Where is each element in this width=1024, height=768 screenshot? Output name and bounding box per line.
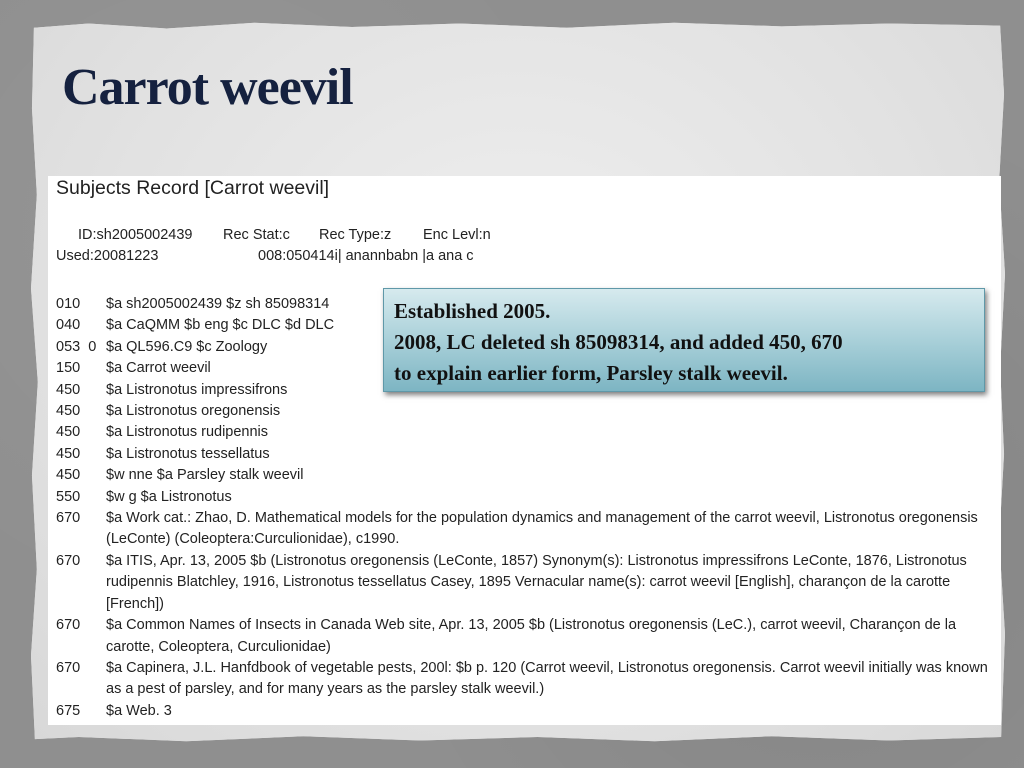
record-rec-stat: Rec Stat:c <box>223 227 290 243</box>
marc-field-row <box>56 487 989 508</box>
marc-field-tag: 670 <box>56 510 81 527</box>
marc-field-value: $w g $a Listronotus <box>106 488 232 505</box>
marc-field-tag: 450 <box>56 445 81 462</box>
callout-line-2: 2008, LC deleted sh 85098314, and added 450, 670 <box>394 330 843 354</box>
marc-field-value: $a Common Names of Insects in Canada Web site, Apr. 13, 2005 $b (Listronotus oregonensis (LeC.), carrot weevil, Charançon de la carotte, Coleoptera, Curculionidae) <box>106 617 957 655</box>
record-meta-row-2 <box>56 246 993 267</box>
record-heading: Subjects Record [Carrot weevil] <box>56 177 330 199</box>
slide-title: Carrot weevil <box>62 59 353 116</box>
marc-field-row <box>56 401 989 422</box>
marc-field-value: $a Listronotus tessellatus <box>106 445 270 462</box>
record-rec-type: Rec Type:z <box>319 227 392 243</box>
callout-line-3: to explain earlier form, Parsley stalk weevil. <box>394 361 788 385</box>
marc-field-tag: 150 <box>56 360 81 377</box>
marc-field-tag: 675 <box>56 702 81 719</box>
subjects-record-screenshot <box>48 176 1001 725</box>
marc-field-tag: 670 <box>56 552 81 569</box>
marc-field-tag: 053 0 <box>56 338 97 355</box>
marc-field-row <box>56 508 989 551</box>
callout-line-1: Established 2005. <box>394 299 551 323</box>
record-id: ID:sh2005002439 <box>78 227 193 243</box>
marc-field-tag: 670 <box>56 617 81 634</box>
marc-field-value: $a Listronotus impressifrons <box>106 381 288 398</box>
marc-field-tag: 040 <box>56 317 81 334</box>
marc-field-tag: 670 <box>56 659 81 676</box>
marc-field-value: $a QL596.C9 $c Zoology <box>106 338 268 355</box>
marc-field-tag: 550 <box>56 488 81 505</box>
marc-field-value: $a ITIS, Apr. 13, 2005 $b (Listronotus oregonensis (LeConte, 1857) Synonym(s): Listronotus impressifrons LeConte, 1876, Listronotus rudipennis Blatchley, 1916, Listronotus tessellatus Casey, 1895 Vernacular name(s): carrot weevil [English], charançon de la carotte [French]) <box>106 552 967 612</box>
marc-field-tag: 450 <box>56 424 81 441</box>
marc-field-value: $a Listronotus rudipennis <box>106 424 269 441</box>
record-enc-levl: Enc Levl:n <box>423 227 491 243</box>
marc-field-value: $a Listronotus oregonensis <box>106 403 281 420</box>
marc-field-row <box>56 444 989 465</box>
marc-field-row <box>56 701 989 722</box>
marc-field-tag: 450 <box>56 403 81 420</box>
marc-field-value: $a sh2005002439 $z sh 85098314 <box>106 296 330 312</box>
marc-field-value: $a Capinera, J.L. Hanfdbook of vegetable pests, 200l: $b p. 120 (Carrot weevil, Listronotus oregonensis. Carrot weevil initially was known as a pest of parsley, and for many years as the parsley stalk weevil.) <box>106 659 988 698</box>
marc-field-tag: 010 <box>56 296 81 312</box>
marc-field-tag: 450 <box>56 467 81 484</box>
marc-field-row <box>56 615 989 658</box>
marc-field-row <box>56 422 989 443</box>
marc-field-value: $a CaQMM $b eng $c DLC $d DLC <box>106 317 335 334</box>
marc-field-value: $w nne $a Parsley stalk weevil <box>106 467 304 484</box>
marc-field-row <box>56 551 989 615</box>
marc-field-row <box>56 658 989 701</box>
marc-field-value: $a Work cat.: Zhao, D. Mathematical models for the population dynamics and management of the carrot weevil, Listronotus oregonensis (LeConte) (Coleoptera:Curculionidae), c1990. <box>106 510 978 548</box>
record-008-field: 008:050414i| anannbabn |a ana c <box>258 248 474 264</box>
marc-field-value: $a Carrot weevil <box>106 360 211 377</box>
marc-field-value: $a Web. 3 <box>106 702 172 719</box>
record-meta-row-1 <box>56 225 993 246</box>
marc-field-row <box>56 465 989 486</box>
annotation-callout <box>383 288 985 392</box>
marc-field-tag: 450 <box>56 381 81 398</box>
record-used-date: Used:20081223 <box>56 248 159 264</box>
